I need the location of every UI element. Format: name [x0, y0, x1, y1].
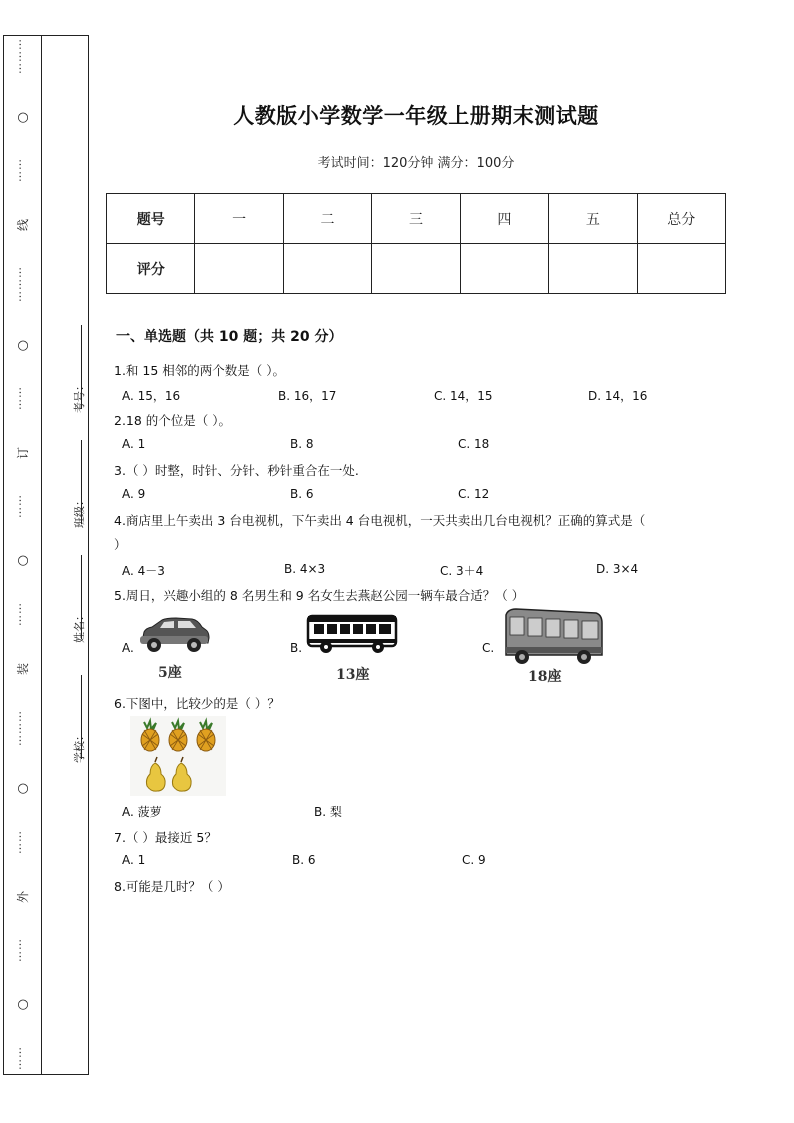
score-cell[interactable]: [195, 244, 283, 294]
bus-icon[interactable]: [306, 613, 400, 655]
cut-circle: ○: [17, 337, 29, 353]
score-cell[interactable]: [283, 244, 371, 294]
option-b[interactable]: B. 6: [290, 487, 314, 501]
pineapple-icon: [169, 721, 187, 751]
pineapple-icon: [197, 721, 215, 751]
option-a[interactable]: A.: [122, 641, 134, 655]
cell-section-3: 三: [372, 194, 460, 244]
fruit-illustration: [130, 716, 226, 796]
cut-line-column: ……… ○ …… 线 ……… ○ …… 订 …… ○ …… 装 ……… ○ …… 外 …… ○ ……: [15, 39, 30, 1071]
cut-word-outer: 外: [15, 890, 30, 903]
option-a[interactable]: A. 1: [122, 853, 146, 867]
cell-score-label: 评分: [107, 244, 195, 294]
option-a[interactable]: A. 4－3: [122, 564, 165, 578]
option-b[interactable]: B.: [290, 641, 303, 655]
car-icon[interactable]: [136, 612, 212, 658]
option-c[interactable]: C.: [482, 641, 495, 655]
option-d[interactable]: D. 3×4: [596, 562, 639, 576]
cell-section-1: 一: [195, 194, 283, 244]
score-cell[interactable]: [549, 244, 637, 294]
section-heading: 一、单选题（共 10 题；共 20 分）: [116, 329, 343, 345]
option-b[interactable]: B. 梨: [314, 805, 342, 819]
question-8: 8.可能是几时？（ ）: [114, 879, 230, 894]
option-d[interactable]: D. 14，16: [588, 389, 648, 403]
question-5: 5.周日，兴趣小组的 8 名男生和 9 名女生去燕赵公园一辆车最合适？（ ）: [114, 588, 525, 603]
cell-section-5: 五: [549, 194, 637, 244]
pear-icon: [146, 757, 165, 791]
coach-icon[interactable]: [502, 603, 604, 667]
question-1: 1.和 15 相邻的两个数是（ ）。: [114, 363, 286, 378]
question-3: 3.（ ）时整，时针、分针、秒针重合在一处.: [114, 463, 359, 478]
option-b[interactable]: B. 6: [292, 853, 316, 867]
cell-total: 总分: [637, 194, 725, 244]
seat-label-car: 5座: [158, 665, 182, 681]
cut-word-bind: 装: [15, 662, 30, 675]
option-b[interactable]: B. 16，17: [278, 389, 337, 403]
student-info-column: 考号： 班级： 姓名： 学校：: [49, 35, 89, 1075]
score-cell[interactable]: [372, 244, 460, 294]
question-6: 6.下图中，比较少的是（ ）？: [114, 696, 280, 711]
cut-circle: ○: [17, 997, 29, 1013]
question-7: 7.（ ）最接近 5？: [114, 830, 217, 845]
seat-label-bus: 13座: [336, 667, 370, 683]
option-a[interactable]: A. 1: [122, 437, 146, 451]
score-cell[interactable]: [637, 244, 725, 294]
cell-section-2: 二: [283, 194, 371, 244]
cell-section-4: 四: [460, 194, 548, 244]
option-c[interactable]: C. 9: [462, 853, 486, 867]
cut-circle: ○: [17, 109, 29, 125]
score-table: [106, 193, 726, 294]
option-c[interactable]: C. 12: [458, 487, 490, 501]
score-cell[interactable]: [460, 244, 548, 294]
seat-label-coach: 18座: [528, 669, 562, 685]
score-table-score-row: [107, 244, 726, 294]
exam-info: 考试时间：120分钟 满分：100分: [317, 156, 515, 171]
cell-question-number-label: 题号: [107, 194, 195, 244]
binding-divider: [41, 35, 42, 1075]
cut-circle: ○: [17, 553, 29, 569]
option-b[interactable]: B. 4×3: [284, 562, 326, 576]
question-2: 2.18 的个位是（ ）。: [114, 413, 232, 428]
score-table-header-row: [107, 194, 726, 244]
binding-margin: [3, 35, 89, 1075]
cut-word-line: 线: [15, 219, 30, 232]
option-c[interactable]: C. 3＋4: [440, 564, 484, 578]
question-4-continued: ）: [114, 537, 127, 552]
question-4: 4.商店里上午卖出 3 台电视机，下午卖出 4 台电视机，一天共卖出几台电视机？正确的算式是（: [114, 513, 646, 528]
option-a[interactable]: A. 15，16: [122, 389, 181, 403]
option-a[interactable]: A. 9: [122, 487, 146, 501]
option-c[interactable]: C. 14，15: [434, 389, 493, 403]
option-a[interactable]: A. 菠萝: [122, 805, 162, 819]
fruit-picture: [130, 716, 226, 796]
option-c[interactable]: C. 18: [458, 437, 490, 451]
pear-icon: [172, 757, 191, 791]
option-b[interactable]: B. 8: [290, 437, 314, 451]
pineapple-icon: [141, 721, 159, 751]
cut-word-order: 订: [15, 447, 30, 460]
exam-title: 人教版小学数学一年级上册期末测试题: [233, 103, 599, 128]
cut-circle: ○: [17, 781, 29, 797]
